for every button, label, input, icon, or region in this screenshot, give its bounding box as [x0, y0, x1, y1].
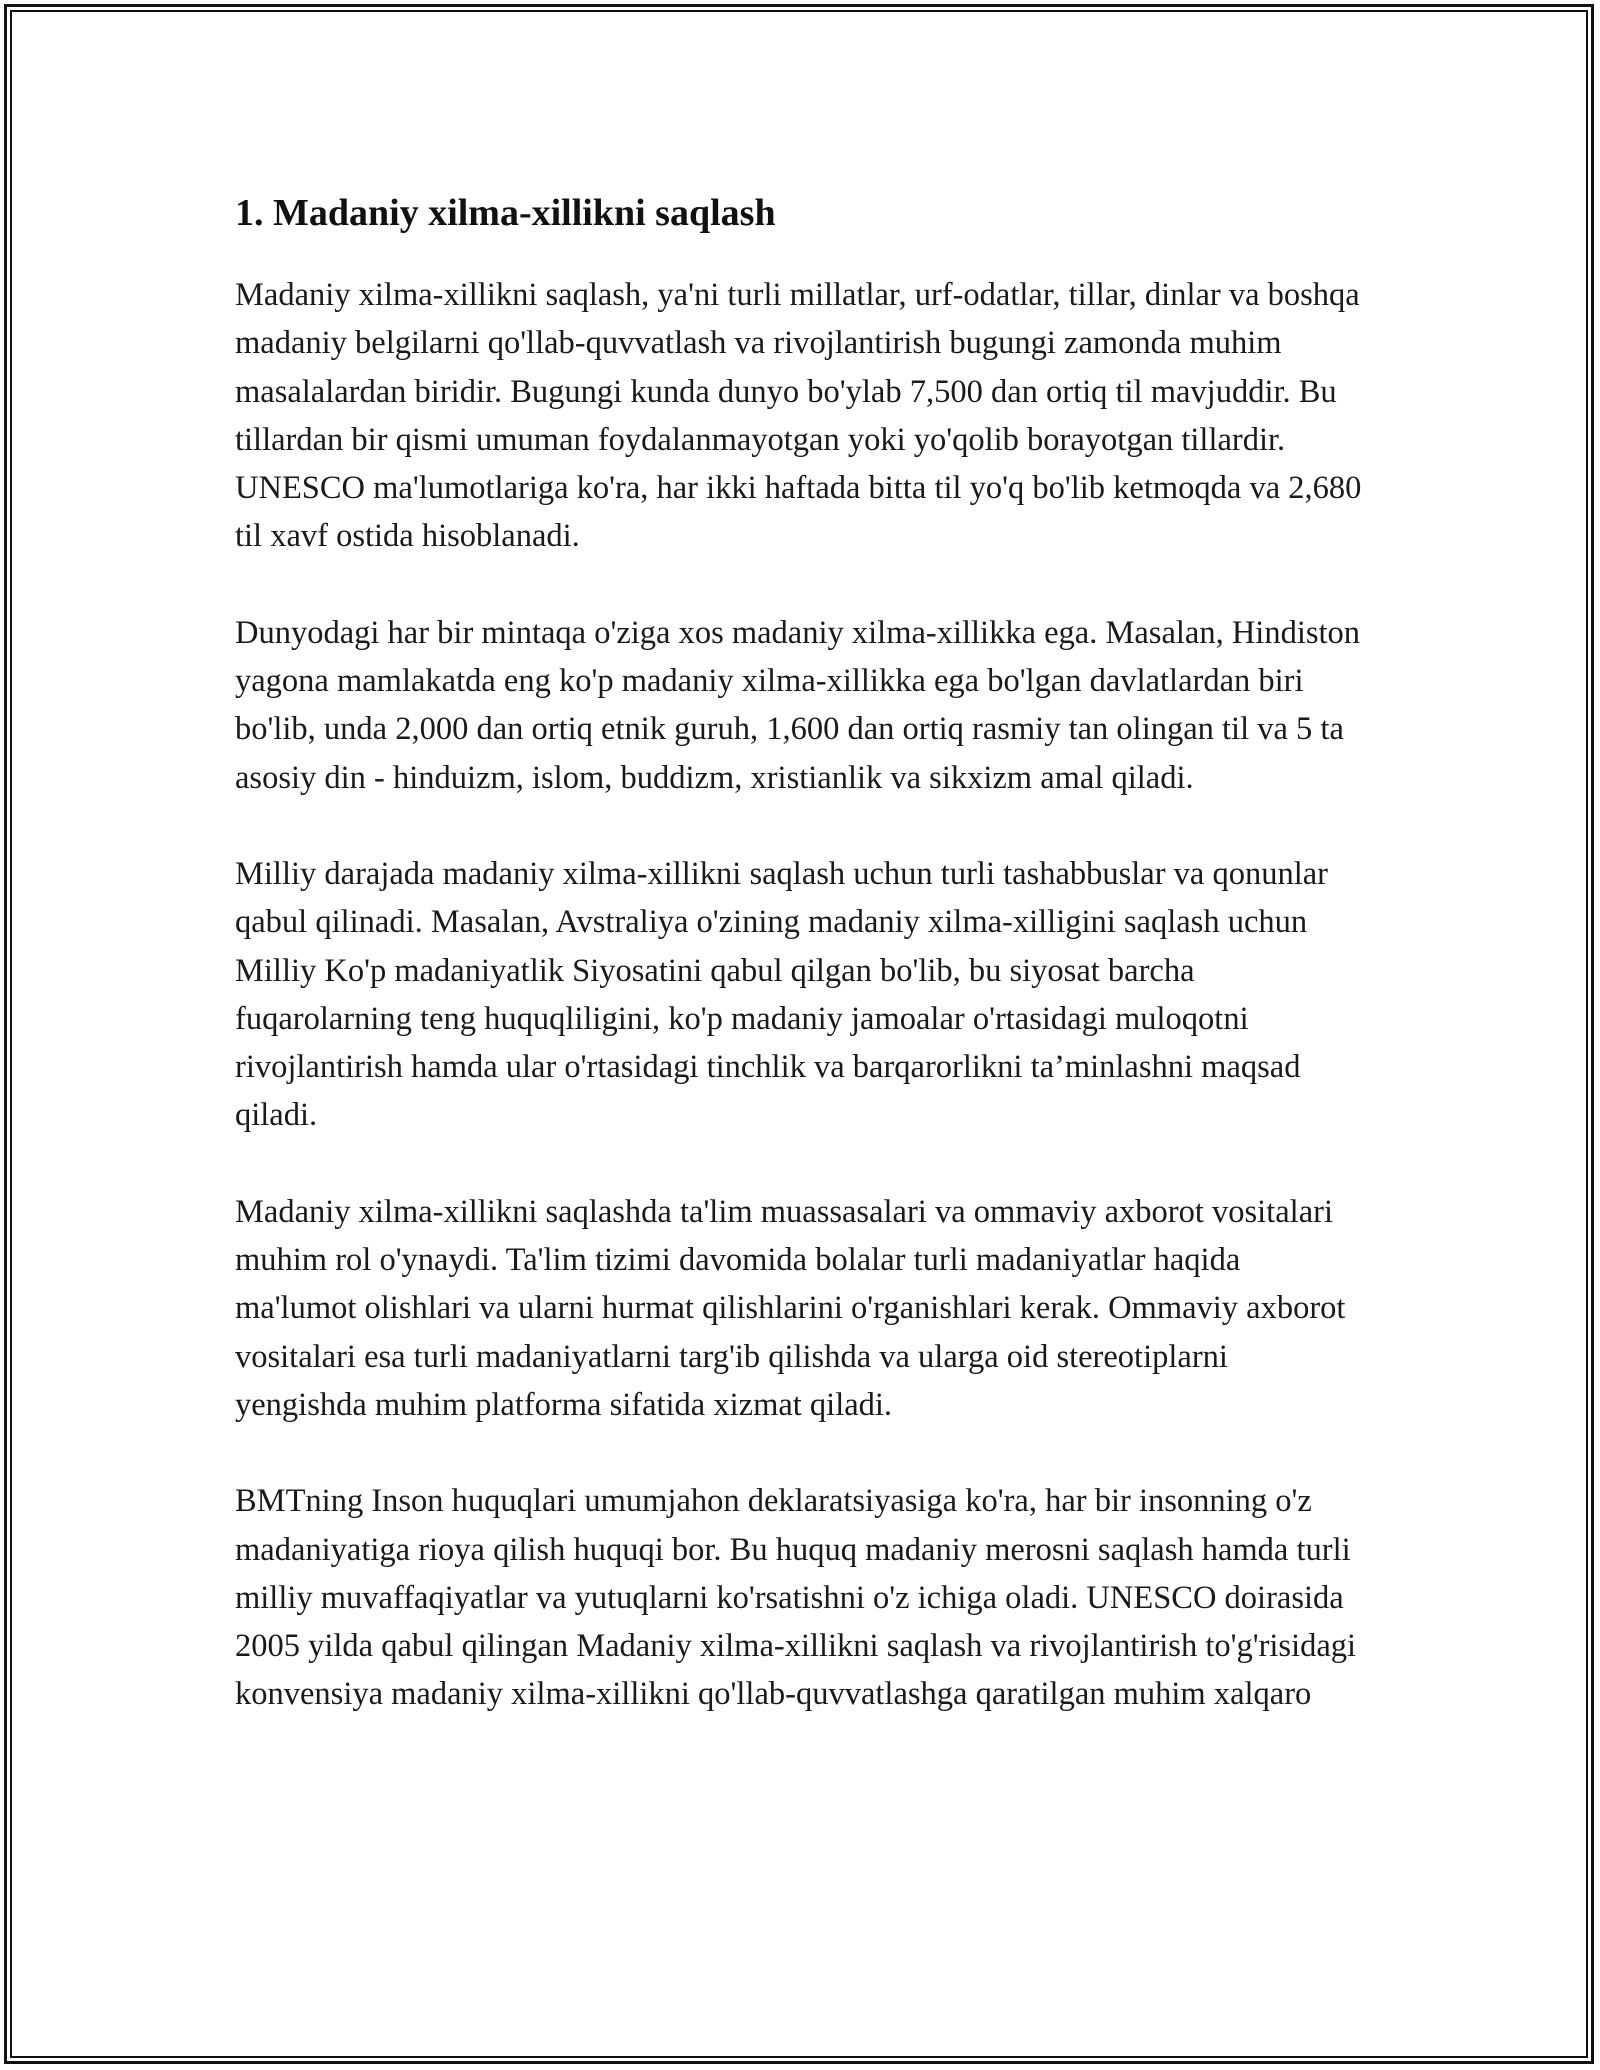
paragraph-2: Dunyodagi har bir mintaqa o'ziga xos madaniy xilma-xillikka ega. Masalan, Hindiston yagona mamlakatda eng ko'p madaniy xilma-xillikka ega bo'lgan davlatlardan biri bo'lib, unda 2,000 dan ortiq etnik guruh, 1,600 dan ortiq rasmiy tan olingan til va 5 ta asosiy din - hinduizm, islom, buddizm, xristianlik va sikxizm amal qiladi. [235, 614, 1361, 796]
paragraph-5: BMTning Inson huquqlari umumjahon deklaratsiyasiga ko'ra, har bir insonning o'z madaniyatiga rioya qilish huquqi bor. Bu huquq madaniy merosni saqlash hamda turli milliy muvaffaqiyatlar va yutuqlarni ko'rsatishni o'z ichiga oladi. UNESCO doirasida 2005 yilda qabul qilingan Madaniy xilma-xillikni saqlash va rivojlantirish to'g'risidagi konvensiya madaniy xilma-xillikni qo'llab-quvvatlashga qaratilgan muhim xalqaro [235, 1483, 1357, 1713]
paragraph-3: Milliy darajada madaniy xilma-xillikni saqlash uchun turli tashabbuslar va qonunlar qabul qilinadi. Masalan, Avstraliya o'zining madaniy xilma-xilligini saqlash uchun Milliy Ko'p madaniyatlik Siyosatini qabul qilgan bo'lib, bu siyosat barcha fuqarolarning teng huquqliligini, ko'p madaniy jamoalar o'rtasidagi muloqotni rivojlantirish hamda ular o'rtasidagi tinchlik va barqarorlikni ta’minlashni maqsad qiladi. [235, 855, 1329, 1134]
paragraph-4: Madaniy xilma-xillikni saqlashda ta'lim muassasalari va ommaviy axborot vositalari muhim rol o'ynaydi. Ta'lim tizimi davomida bolalar turli madaniyatlar haqida ma'lumot olishlari va ularni hurmat qilishlarini o'rganishlari kerak. Ommaviy axborot vositalari esa turli madaniyatlarni targ'ib qilishda va ularga oid stereotiplarni yengishda muhim platforma sifatida xizmat qiladi. [235, 1193, 1346, 1423]
document-body [235, 185, 1365, 1767]
paragraph-1: Madaniy xilma-xillikni saqlash, ya'ni turli millatlar, urf-odatlar, tillar, dinlar va boshqa madaniy belgilarni qo'llab-quvvatlash va rivojlantirish bugungi zamonda muhim masalalardan biridir. Bugungi kunda dunyo bo'ylab 7,500 dan ortiq til mavjuddir. Bu tillardan bir qismi umuman foydalanmayotgan yoki yo'qolib borayotgan tillardir. UNESCO ma'lumotlariga ko'ra, har ikki haftada bitta til yo'q bo'lib ketmoqda va 2,680 til xavf ostida hisoblanadi. [235, 277, 1362, 555]
section-heading: 1. Madaniy xilma-xillikni saqlash [235, 192, 776, 234]
